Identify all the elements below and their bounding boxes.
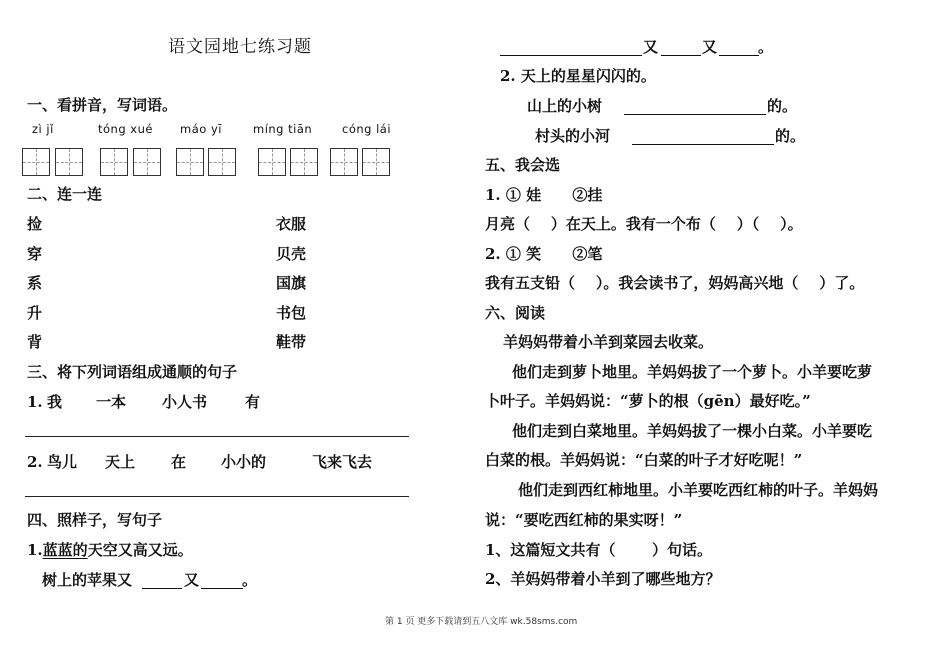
word-chip: 天上	[105, 453, 136, 471]
reading-question[interactable]: 2、羊妈妈带着小羊到了哪些地方？	[485, 570, 721, 588]
passage-line: 说：“要吃西红柿的果实呀！”	[485, 511, 683, 529]
blank[interactable]	[201, 588, 243, 589]
section4-heading: 四、照样子，写句子	[27, 511, 163, 529]
writing-box[interactable]	[258, 148, 286, 176]
writing-box[interactable]	[208, 148, 236, 176]
word-chip: 有	[245, 393, 261, 411]
answer-line[interactable]	[25, 496, 409, 497]
passage-line: 他们走到西红柿地里。小羊要吃西红柿的叶子。羊妈妈	[518, 481, 879, 499]
match-left-item[interactable]: 系	[27, 274, 43, 292]
match-right-item[interactable]: 衣服	[276, 215, 307, 233]
page-title: 语文园地七练习题	[168, 37, 312, 57]
example-sentence: 1.蓝蓝的天空又高又远。	[27, 541, 193, 559]
pinyin-2: tóng xué	[98, 122, 153, 136]
passage-line: 白菜的根。羊妈妈说：“白菜的叶子才好吃呢！”	[485, 451, 803, 469]
question-number: 1.	[27, 393, 43, 411]
match-left-item[interactable]: 升	[27, 304, 43, 322]
writing-box[interactable]	[176, 148, 204, 176]
writing-box[interactable]	[100, 148, 128, 176]
section6-heading: 六、阅读	[485, 304, 546, 322]
writing-box[interactable]	[330, 148, 358, 176]
pinyin-5: cóng lái	[342, 122, 392, 136]
pinyin-4: míng tiān	[253, 122, 313, 136]
word-chip: 小人书	[162, 393, 208, 411]
fill-end: 的。	[775, 127, 806, 145]
reading-question[interactable]: 1、这篇短文共有（ ）句话。	[485, 541, 712, 559]
fill-sentence-label: 山上的小树	[527, 97, 603, 115]
choice-sentence[interactable]: 月亮（ ）在天上。我有一个布（ ）（ ）。	[485, 215, 803, 233]
fill-connector: 又	[702, 38, 718, 56]
match-left-item[interactable]: 捡	[27, 215, 43, 233]
word-chip: 飞来飞去	[312, 453, 373, 471]
writing-box[interactable]	[362, 148, 390, 176]
section2-heading: 二、连一连	[27, 185, 103, 203]
word-chip: 一本	[96, 393, 127, 411]
section5-heading: 五、我会选	[485, 156, 561, 174]
match-left-item[interactable]: 穿	[27, 245, 43, 263]
fill-connector: 又	[643, 38, 659, 56]
section3-heading: 三、将下列词语组成通顺的句子	[27, 363, 238, 381]
writing-box[interactable]	[55, 148, 83, 176]
fill-connector: 又	[184, 571, 200, 589]
pinyin-1: zì jǐ	[32, 122, 54, 136]
blank[interactable]	[719, 55, 759, 56]
passage-line: 卜叶子。羊妈妈说：“萝卜的根（gēn）最好吃。”	[485, 392, 811, 410]
match-right-item[interactable]: 书包	[276, 304, 307, 322]
pinyin-3: máo yī	[180, 122, 222, 136]
fill-end: 。	[758, 38, 774, 56]
blank[interactable]	[632, 144, 774, 145]
word-chip: 在	[171, 453, 187, 471]
page-footer: 第 1 页 更多下载请到五八文库 wk.58sms.com	[385, 617, 578, 627]
choice-sentence[interactable]: 我有五支铅（ ）。我会读书了，妈妈高兴地（ ）了。	[485, 274, 865, 292]
writing-box[interactable]	[22, 148, 50, 176]
writing-box[interactable]	[133, 148, 161, 176]
blank[interactable]	[142, 588, 182, 589]
question-number: 2.	[27, 453, 43, 471]
word-chip: 我	[47, 393, 63, 411]
fill-sentence-label: 村头的小河	[535, 127, 611, 145]
writing-box[interactable]	[290, 148, 318, 176]
answer-line[interactable]	[25, 436, 409, 437]
match-right-item[interactable]: 鞋带	[276, 333, 307, 351]
word-chip: 小小的	[221, 453, 267, 471]
fill-end: 。	[242, 571, 258, 589]
passage-line: 他们走到萝卜地里。羊妈妈拔了一个萝卜。小羊要吃萝	[512, 363, 873, 381]
word-chip: 鸟儿	[47, 453, 78, 471]
choice-options: 1. ① 娃 ②挂	[485, 186, 603, 204]
section1-heading: 一、看拼音，写词语。	[27, 96, 178, 114]
blank[interactable]	[624, 114, 766, 115]
match-left-item[interactable]: 背	[27, 333, 43, 351]
fill-sentence-label: 树上的苹果又	[42, 571, 133, 589]
passage-line: 羊妈妈带着小羊到菜园去收菜。	[503, 333, 714, 351]
blank[interactable]	[500, 55, 642, 56]
match-right-item[interactable]: 国旗	[276, 274, 307, 292]
match-right-item[interactable]: 贝壳	[276, 245, 307, 263]
choice-options: 2. ① 笑 ②笔	[485, 245, 603, 263]
blank[interactable]	[661, 55, 701, 56]
fill-end: 的。	[767, 97, 798, 115]
example-sentence: 2. 天上的星星闪闪的。	[500, 67, 656, 85]
passage-line: 他们走到白菜地里。羊妈妈拔了一棵小白菜。小羊要吃	[512, 422, 873, 440]
